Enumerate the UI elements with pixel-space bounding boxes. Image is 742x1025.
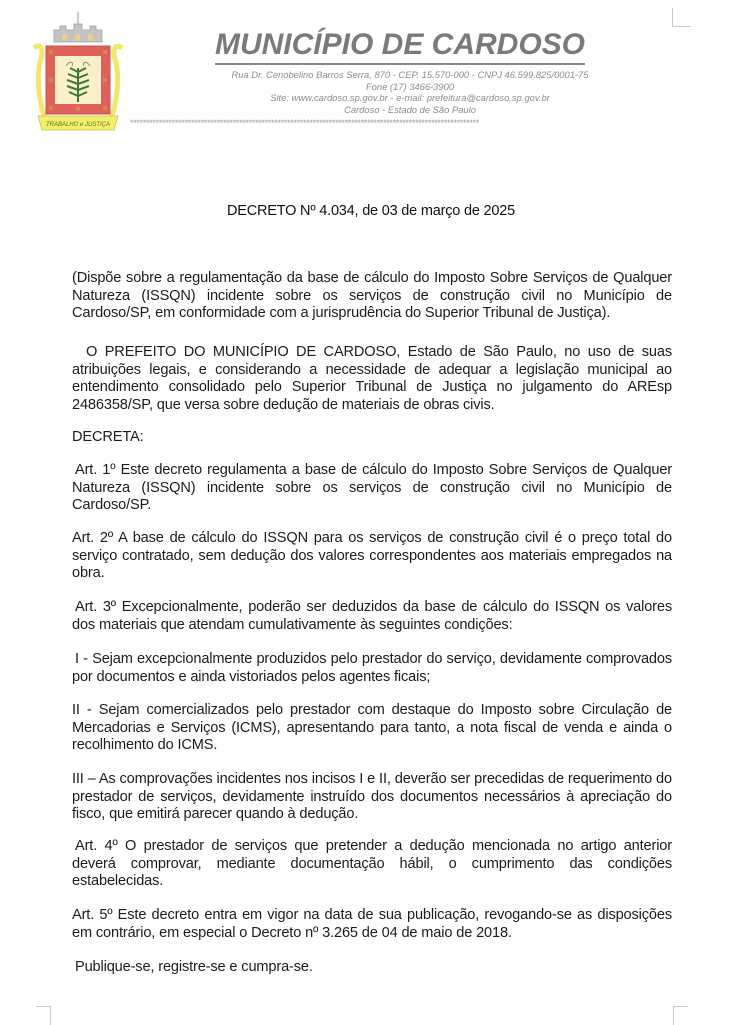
- crop-mark-bottom-right: [673, 1006, 688, 1025]
- phone-line: Fone (17) 3466-3900: [365, 80, 455, 92]
- inciso-2: II - Sejam comercializados pelo prestador com destaque do Imposto sobre Circulação de Mercadorias e Serviços (ICMS), apresentando para tanto, a nota fiscal de venda e ainda o recolhimento do ICMS.: [72, 702, 672, 753]
- preamble-paragraph: O PREFEITO DO MUNICÍPIO DE CARDOSO, Estado de São Paulo, no uso de suas atribuições legais, e considerando a necessidade de adequar a legislação municipal ao entendimento consolidado pelo Superior Tribunal de Justiça no julgamento do AREsp 2486358/SP, que versa sobre dedução de materiais de obras civis.: [72, 344, 672, 413]
- article-3: Art. 3º Excepcionalmente, poderão ser deduzidos da base de cálculo do ISSQN os valores dos materiais que atendam cumulativamente às seguintes condições:: [72, 599, 672, 633]
- city-line: Cardoso - Estado de São Paulo: [344, 103, 476, 115]
- decreta-heading: DECRETA:: [72, 429, 144, 445]
- address-line: Rua Dr. Cenobelino Barros Serra, 870 - CEP. 15.570-000 - CNPJ 46.599.825/0001-75: [231, 69, 589, 80]
- site-line: Site: www.cardoso.sp.gov.br - e-mail: prefeitura@cardoso.sp.gov.br: [270, 92, 550, 103]
- closing-line: Publique-se, registre-se e cumpra-se.: [75, 959, 313, 975]
- article-4: Art. 4º O prestador de serviços que pretender a dedução mencionada no artigo anterior deverá comprovar, mediante documentação hábil, o cumprimento das condições estabelecidas.: [72, 838, 672, 889]
- article-2: Art. 2º A base de cálculo do ISSQN para os serviços de construção civil é o preço total do serviço contratado, sem dedução dos valores correspondentes aos materiais empregados na obra.: [72, 530, 672, 581]
- header-separator: *************************************************************************************************************: [130, 118, 480, 128]
- inciso-3: III – As comprovações incidentes nos incisos I e II, deverão ser precedidas de requerimento do prestador de serviços, devidamente instruído dos documentos necessários à apreciação do fisco, que emitirá parecer quando à dedução.: [72, 771, 672, 822]
- article-1: Art. 1º Este decreto regulamenta a base de cálculo do Imposto Sobre Serviços de Qualquer Natureza (ISSQN) incidente sobre os serviços de construção civil no Município de Cardoso/SP.: [72, 462, 672, 513]
- svg-text:TRABALHO e JUSTIÇA: TRABALHO e JUSTIÇA: [45, 122, 111, 128]
- crop-mark-bottom-left: [36, 1006, 51, 1025]
- article-5: Art. 5º Este decreto entra em vigor na data de sua publicação, revogando-se as disposições em contrário, em especial o Decreto nº 3.265 de 04 de maio de 2018.: [72, 907, 672, 941]
- municipality-title: MUNICÍPIO DE CARDOSO: [215, 28, 585, 65]
- ementa-paragraph: (Dispõe sobre a regulamentação da base de cálculo do Imposto Sobre Serviços de Qualquer Natureza (ISSQN) incidente sobre os serviços de construção civil no Município de Cardoso/SP, em conformidade com a jurisprudência do Superior Tribunal de Justiça).: [72, 270, 672, 321]
- decree-title: DECRETO Nº 4.034, de 03 de março de 2025: [227, 203, 515, 219]
- crop-mark-top-right: [672, 8, 691, 27]
- inciso-1: I - Sejam excepcionalmente produzidos pelo prestador do serviço, devidamente comprovados por documentos e ainda vistoriados pelos agentes ficais;: [72, 651, 672, 685]
- letterhead: [100, 28, 660, 115]
